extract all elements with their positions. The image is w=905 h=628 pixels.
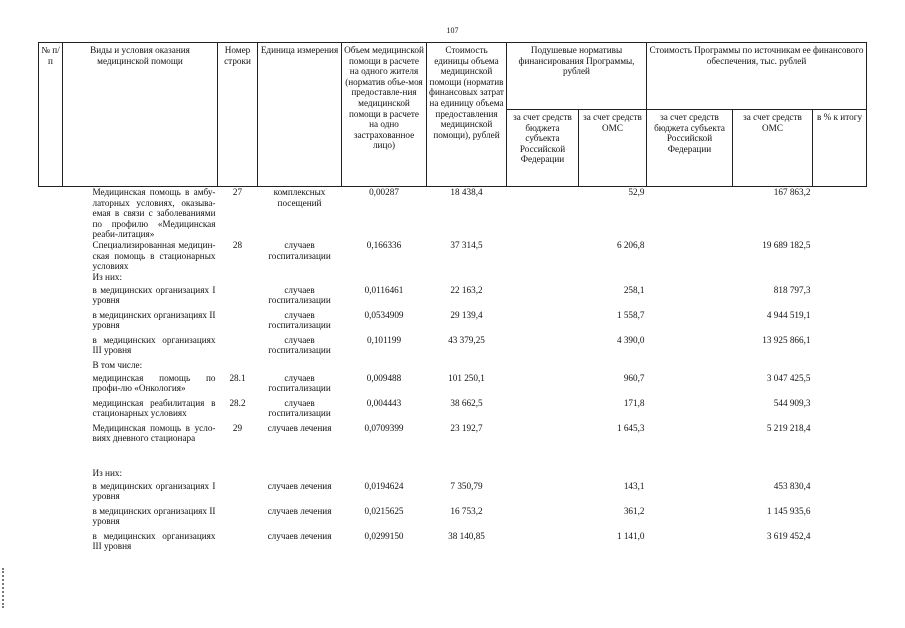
cell-name: в медицинских организациях III уровня <box>92 334 216 356</box>
cell-empty <box>507 468 579 481</box>
cell-unit: случаев госпитализации <box>268 309 331 331</box>
cell-volume: 0,0299150 <box>364 530 404 541</box>
cell-empty <box>507 272 579 285</box>
row-section-label: Из них: <box>92 271 123 282</box>
table-row <box>39 335 867 360</box>
cell-num <box>39 423 63 468</box>
cell-num <box>39 360 63 373</box>
cell-empty <box>427 272 507 285</box>
cell-percap-budget <box>507 187 579 240</box>
cell-num <box>39 240 63 272</box>
cell-percap-budget <box>507 398 579 423</box>
table-row <box>39 187 867 240</box>
cell-volume: 0,101199 <box>366 334 402 345</box>
cell-percap-oms: 1 558,7 <box>616 309 645 320</box>
cell-num <box>39 285 63 310</box>
cell-percap-oms: 1 645,3 <box>616 422 645 433</box>
cell-percap-oms: 960,7 <box>623 372 645 383</box>
cell-unit: комплексных посещений <box>273 187 326 208</box>
cell-prog-pct <box>813 481 867 506</box>
header-volume: Объем медицинской помощи в расчете на одного жителя (норматив объе-моя предоставле-ния медицинской помощи в расчете на одно застрахованное лицо) <box>342 43 427 187</box>
cell-volume: 0,0194624 <box>364 480 404 491</box>
cell-num <box>39 272 63 285</box>
cell-prog-oms: 19 689 182,5 <box>762 239 811 250</box>
cell-empty <box>258 360 342 373</box>
cell-percap-oms: 171,8 <box>623 397 645 408</box>
cell-prog-oms: 5 219 218,4 <box>766 422 811 433</box>
cell-cost: 18 438,4 <box>450 187 483 197</box>
cell-empty <box>342 360 427 373</box>
cell-empty <box>342 272 427 285</box>
cell-row-number <box>218 531 258 556</box>
page-number: 107 <box>446 26 459 35</box>
cell-empty <box>647 468 733 481</box>
cell-cost: 43 379,25 <box>448 334 485 345</box>
table-row <box>39 531 867 556</box>
table-row <box>39 481 867 506</box>
header-cost: Стоимость единицы объема медицинской помощи (норматив финансовых затрат на единицу объема предоставления медицинской помощи), рублей <box>427 43 507 187</box>
cell-unit: случаев лечения <box>267 530 332 541</box>
cell-cost: 38 140,85 <box>448 530 485 541</box>
cell-percap-budget <box>507 481 579 506</box>
cell-percap-budget <box>507 531 579 556</box>
table-body <box>39 187 867 556</box>
cell-name: в медицинских организациях II уровня <box>92 505 216 527</box>
cell-row-number <box>218 506 258 531</box>
cell-unit: случаев госпитализации <box>268 239 331 261</box>
cell-volume: 0,166336 <box>366 239 402 250</box>
row-section-label: В том числе: <box>92 359 143 370</box>
cell-unit: случаев госпитализации <box>268 284 331 306</box>
cell-num <box>39 373 63 398</box>
cell-prog-oms: 13 925 866,1 <box>762 334 811 345</box>
cell-prog-budget <box>647 187 733 240</box>
cell-prog-pct <box>813 506 867 531</box>
cell-num <box>39 310 63 335</box>
cell-percap-budget <box>507 285 579 310</box>
cell-unit: случаев лечения <box>267 505 332 516</box>
cell-name: Медицинская помощь в усло-виях дневного стационара <box>92 422 216 444</box>
cell-prog-pct <box>813 335 867 360</box>
cell-volume: 0,009488 <box>366 372 402 383</box>
cell-empty <box>427 360 507 373</box>
cell-prog-budget <box>647 240 733 272</box>
cell-empty <box>647 360 733 373</box>
cell-prog-oms: 1 145 935,6 <box>766 505 811 516</box>
cell-empty <box>258 272 342 285</box>
cell-num <box>39 398 63 423</box>
cell-num <box>39 481 63 506</box>
cell-percap-oms: 361,2 <box>623 505 645 516</box>
cell-prog-pct <box>813 531 867 556</box>
cell-empty <box>579 272 647 285</box>
cell-row-number: 27 <box>232 187 243 197</box>
cell-empty <box>258 468 342 481</box>
cell-percap-budget <box>507 335 579 360</box>
cell-row-number: 28.2 <box>229 397 246 408</box>
cell-volume: 0,004443 <box>366 397 402 408</box>
cell-prog-budget <box>647 531 733 556</box>
cell-cost: 22 163,2 <box>450 284 483 295</box>
cell-volume: 0,0709399 <box>364 422 404 433</box>
cell-percap-budget <box>507 373 579 398</box>
cell-num <box>39 468 63 481</box>
cell-row-number: 28.1 <box>229 372 246 383</box>
cell-name: в медицинских организациях III уровня <box>92 530 216 552</box>
cell-prog-oms: 453 830,4 <box>773 480 811 491</box>
cell-row-number <box>218 481 258 506</box>
cell-empty <box>218 360 258 373</box>
cell-cost: 29 139,4 <box>450 309 483 320</box>
cell-cost: 7 350,79 <box>450 480 483 491</box>
cell-row-number <box>218 285 258 310</box>
cell-row-number: 29 <box>232 422 243 433</box>
cell-cost: 16 753,2 <box>450 505 483 516</box>
cell-row-number <box>218 310 258 335</box>
cell-cost: 23 192,7 <box>450 422 483 433</box>
cell-num <box>39 531 63 556</box>
cell-percap-oms: 4 390,0 <box>616 334 645 345</box>
cell-row-number <box>218 335 258 360</box>
cell-prog-oms: 3 619 452,4 <box>766 530 811 541</box>
cell-prog-oms: 167 863,2 <box>773 187 811 197</box>
cell-num <box>39 187 63 240</box>
table-row <box>39 468 867 481</box>
cell-prog-pct <box>813 240 867 272</box>
cell-name: Специализированная медицин-ская помощь в стационарных условиях <box>92 239 216 272</box>
cell-empty <box>647 272 733 285</box>
cell-name: медицинская реабилитация в стационарных условиях <box>92 397 216 419</box>
cell-name: в медицинских организациях I уровня <box>92 480 216 502</box>
cell-unit: случаев госпитализации <box>268 334 331 356</box>
cell-empty <box>579 360 647 373</box>
cell-empty <box>218 272 258 285</box>
cell-prog-budget <box>647 506 733 531</box>
header-program: Стоимость Программы по источникам ее финансового обеспечения, тыс. рублей <box>647 43 867 110</box>
cell-empty <box>579 468 647 481</box>
cell-prog-oms: 818 797,3 <box>773 284 811 295</box>
cell-cost: 37 314,5 <box>450 239 483 250</box>
table-row <box>39 240 867 272</box>
cell-percap-budget <box>507 240 579 272</box>
cell-empty <box>733 468 813 481</box>
table-row <box>39 310 867 335</box>
header-row: Номер строки <box>218 43 258 187</box>
normatives-table <box>38 42 867 556</box>
table-row <box>39 285 867 310</box>
scan-margin-marks <box>2 568 10 608</box>
cell-row-number: 28 <box>232 239 243 250</box>
cell-percap-oms: 52,9 <box>628 187 645 197</box>
cell-empty <box>733 272 813 285</box>
cell-name: Медицинская помощь в амбу-латорных условиях, оказыва-емая в связи с заболеваниями по профилю «Медицинская реаби-литация» <box>92 187 216 240</box>
cell-prog-pct <box>813 373 867 398</box>
cell-percap-budget <box>507 506 579 531</box>
header-num: № п/п <box>39 43 63 187</box>
cell-name: в медицинских организациях II уровня <box>92 309 216 331</box>
cell-prog-budget <box>647 310 733 335</box>
cell-num <box>39 335 63 360</box>
cell-unit: случаев госпитализации <box>268 372 331 394</box>
header-percap: Подушевые нормативы финансирования Программы, рублей <box>507 43 647 110</box>
cell-prog-pct <box>813 187 867 240</box>
header-type: Виды и условия оказания медицинской помощи <box>63 43 218 187</box>
cell-unit: случаев госпитализации <box>268 397 331 419</box>
header-percap-budget: за счет средств бюджета субъекта Российской Федерации <box>507 110 579 187</box>
cell-prog-oms: 4 944 519,1 <box>766 309 811 320</box>
cell-prog-oms: 3 047 425,5 <box>766 372 811 383</box>
header-unit: Единица измерения <box>258 43 342 187</box>
cell-prog-budget <box>647 335 733 360</box>
cell-num <box>39 506 63 531</box>
cell-unit: случаев лечения <box>267 422 332 433</box>
cell-prog-budget <box>647 423 733 468</box>
row-section-label: Из них: <box>92 467 123 478</box>
cell-empty <box>813 272 867 285</box>
cell-percap-oms: 143,1 <box>623 480 645 491</box>
cell-prog-pct <box>813 310 867 335</box>
cell-empty <box>427 468 507 481</box>
cell-prog-pct <box>813 398 867 423</box>
cell-unit: случаев лечения <box>267 480 332 491</box>
cell-volume: 0,0116461 <box>364 284 404 295</box>
cell-percap-oms: 1 141,0 <box>616 530 645 541</box>
header-prog-oms: за счет средств ОМС <box>733 110 813 187</box>
cell-prog-pct <box>813 285 867 310</box>
table-row <box>39 398 867 423</box>
cell-cost: 101 250,1 <box>448 372 485 383</box>
cell-volume: 0,0534909 <box>364 309 404 320</box>
header-prog-budget: за счет средств бюджета субъекта Российской Федерации <box>647 110 733 187</box>
cell-empty <box>813 468 867 481</box>
cell-empty <box>507 360 579 373</box>
cell-percap-budget <box>507 310 579 335</box>
header-prog-pct: в % к итогу <box>813 110 867 187</box>
cell-prog-budget <box>647 373 733 398</box>
cell-volume: 0,0215625 <box>364 505 404 516</box>
table-row <box>39 423 867 468</box>
cell-name: медицинская помощь по профи-лю «Онкология» <box>92 372 216 394</box>
cell-empty <box>218 468 258 481</box>
cell-prog-oms: 544 909,3 <box>773 397 811 408</box>
cell-prog-budget <box>647 285 733 310</box>
cell-empty <box>342 468 427 481</box>
header-percap-oms: за счет средств ОМС <box>579 110 647 187</box>
cell-percap-oms: 258,1 <box>623 284 645 295</box>
table-row <box>39 506 867 531</box>
table-row <box>39 272 867 285</box>
cell-cost: 38 662,5 <box>450 397 483 408</box>
cell-volume: 0,00287 <box>369 187 399 197</box>
cell-prog-budget <box>647 398 733 423</box>
table-row <box>39 360 867 373</box>
cell-percap-oms: 6 206,8 <box>616 239 645 250</box>
cell-prog-budget <box>647 481 733 506</box>
cell-prog-pct <box>813 423 867 468</box>
table-row <box>39 373 867 398</box>
cell-empty <box>733 360 813 373</box>
cell-name: в медицинских организациях I уровня <box>92 284 216 306</box>
cell-empty <box>813 360 867 373</box>
cell-percap-budget <box>507 423 579 468</box>
